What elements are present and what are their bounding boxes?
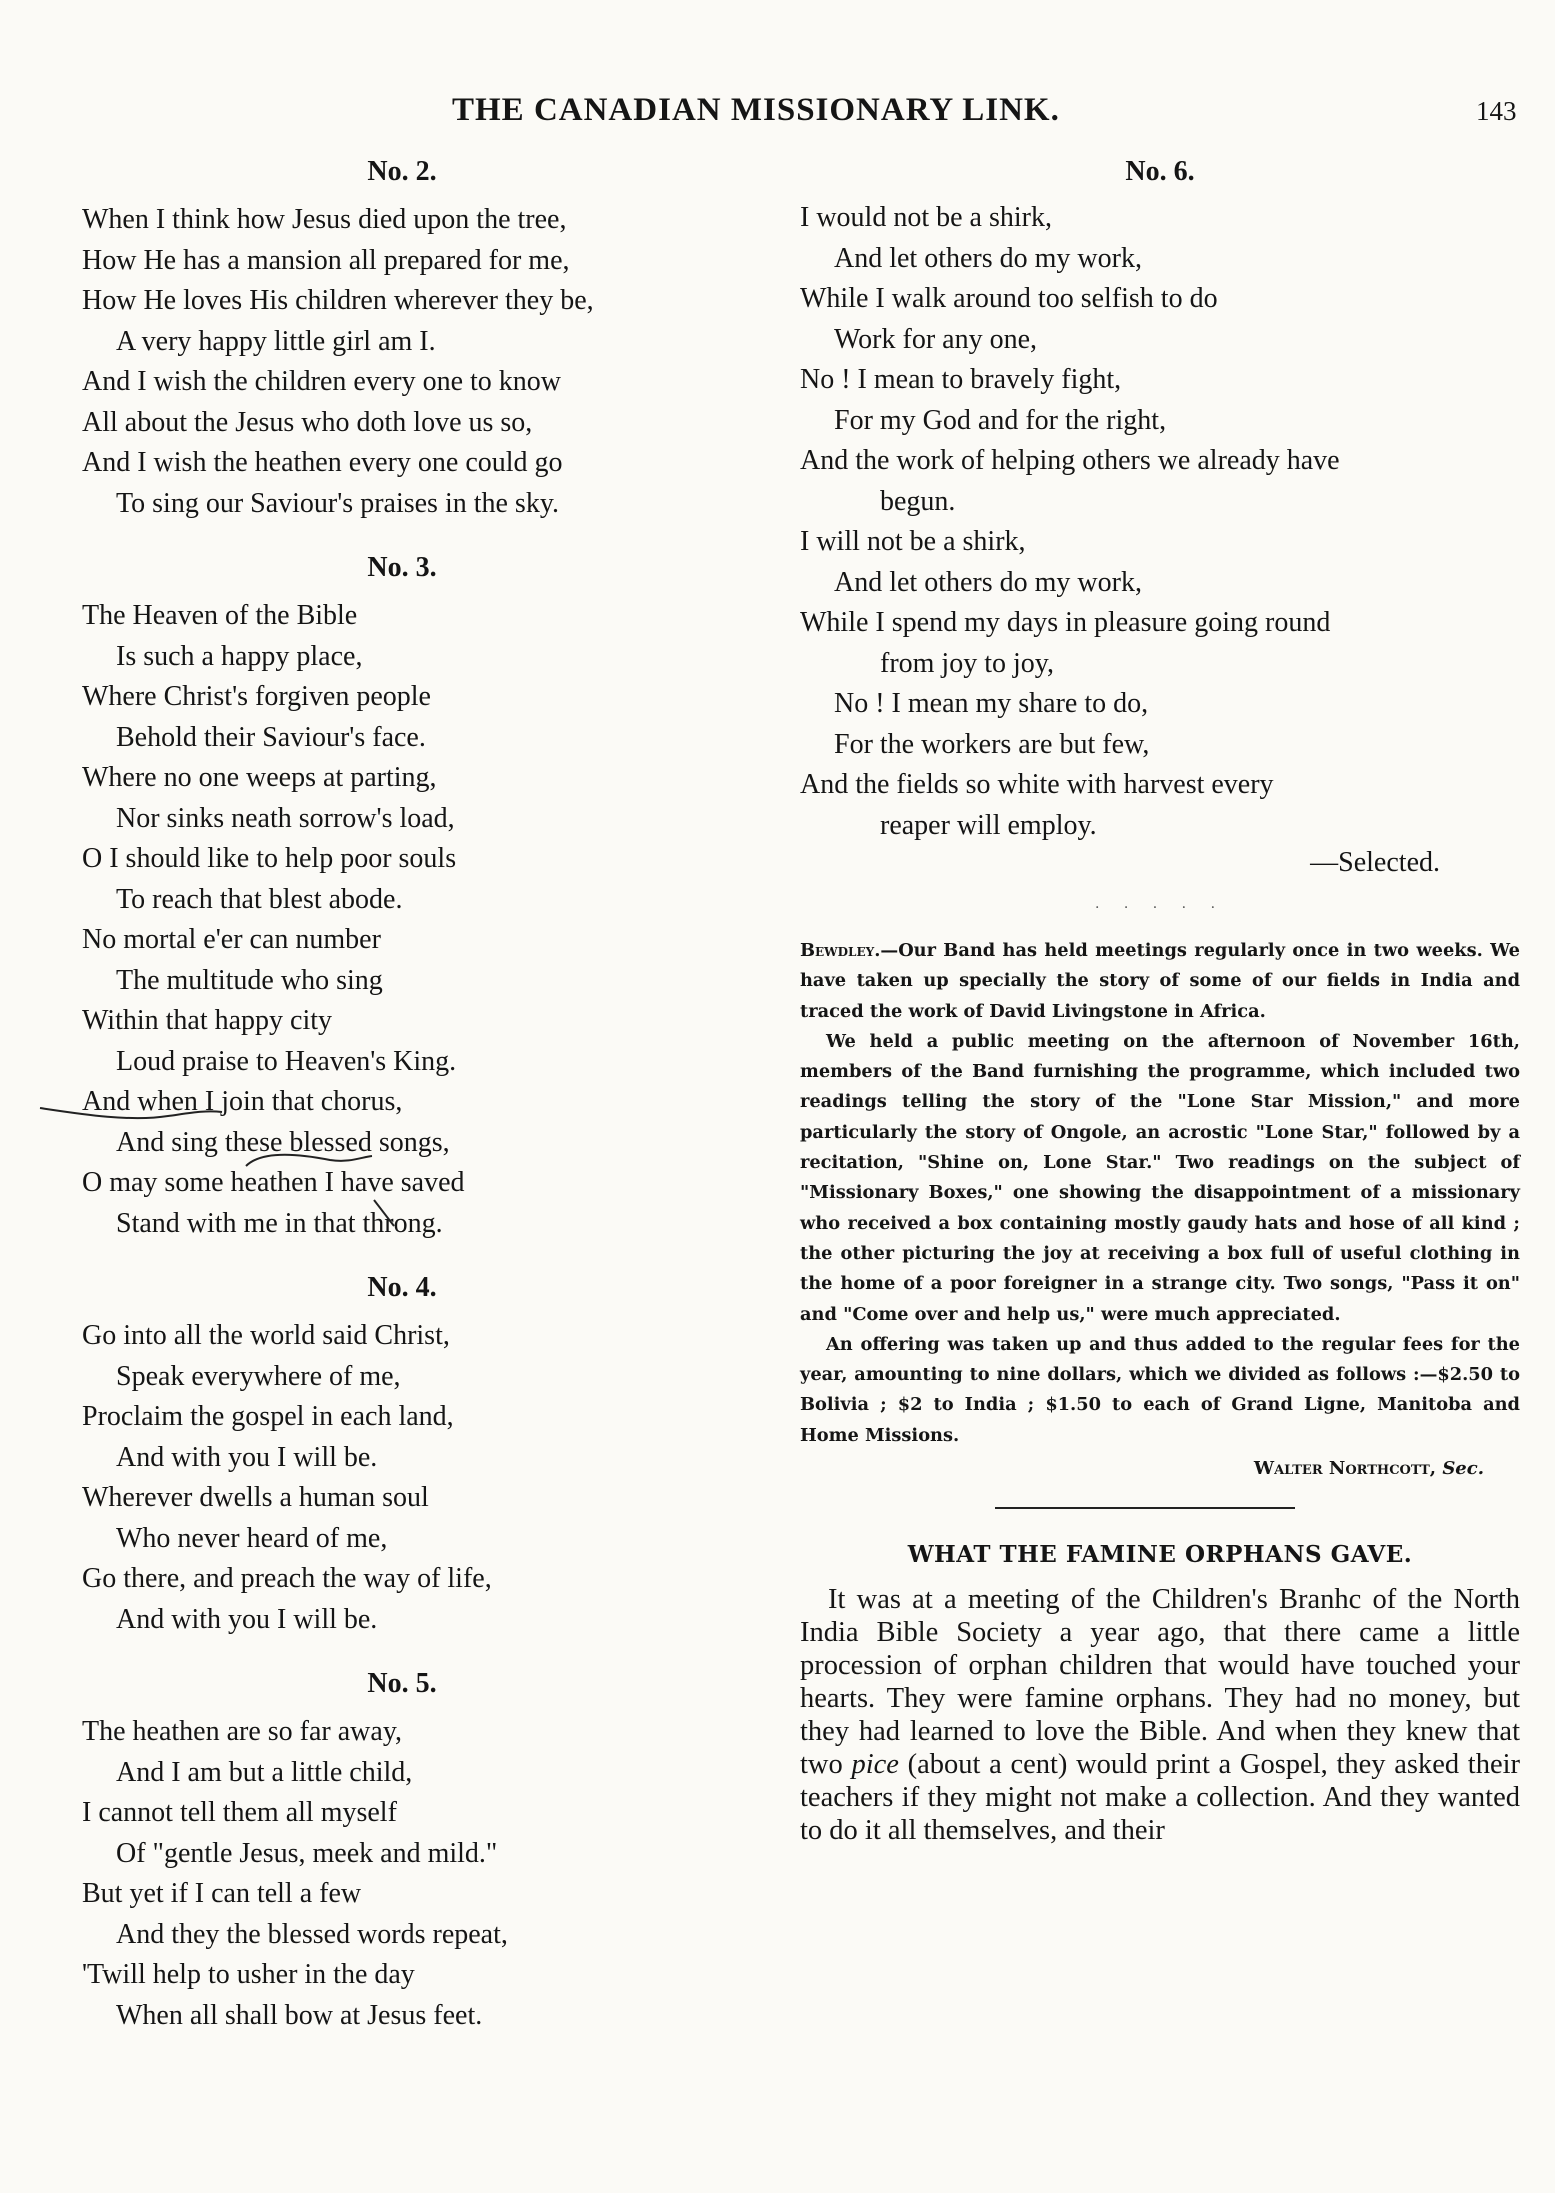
dot-separator: · · · · · xyxy=(1094,900,1226,916)
poem-lines xyxy=(82,1316,722,1640)
poem-line: And the fields so white with harvest every xyxy=(800,769,1274,800)
section-rule xyxy=(800,1487,1520,1527)
poem-line: When all shall bow at Jesus feet. xyxy=(116,1999,483,2031)
poem-line: How He has a mansion all prepared for me, xyxy=(82,244,570,276)
left-column xyxy=(82,152,722,2036)
article-text: It was at a meeting of the Children's Branhc of the North India Bible Society a year ago, that there came a little procession of orphan children that would have touched your hearts. They were famine orphans. They had no money, but they had learned to love the Bible. And when they knew that two xyxy=(800,1584,1520,1781)
poem-line: O may some heathen I have saved xyxy=(82,1167,465,1198)
poem-line: Work for any one, xyxy=(834,323,1038,355)
poem-line: No ! I mean to bravely fight, xyxy=(800,364,1122,395)
poem-line: All about the Jesus who doth love us so, xyxy=(82,406,533,438)
poem-line: A very happy little girl am I. xyxy=(116,325,436,357)
poem-line: How He loves His children wherever they be, xyxy=(82,285,594,316)
poem-heading: No. 4. xyxy=(367,1272,437,1303)
poem-lines xyxy=(82,200,722,524)
poem-line: O I should like to help poor souls xyxy=(82,843,457,874)
poem-line: begun. xyxy=(880,485,956,517)
poem-line: For my God and for the right, xyxy=(834,404,1167,436)
poem-line: Speak everywhere of me, xyxy=(116,1360,401,1392)
poem-line: And with you I will be. xyxy=(116,1603,378,1635)
poem-line: Loud praise to Heaven's King. xyxy=(116,1045,457,1077)
poem-line: And when I join that chorus, xyxy=(82,1086,403,1117)
poem-line: Of "gentle Jesus, meek and mild." xyxy=(116,1837,498,1869)
right-column xyxy=(800,152,1520,1847)
poem-line: And sing these blessed songs, xyxy=(116,1126,450,1158)
poem-line: Go there, and preach the way of life, xyxy=(82,1563,492,1594)
poem-line: For the workers are but few, xyxy=(834,728,1150,760)
poem-line: But yet if I can tell a few xyxy=(82,1878,362,1909)
report-text: —Our Band has held meetings regularly once in two weeks. We have taken up specially the story of some of our fields in India and traced the work of David Livingstone in Africa. xyxy=(800,940,1520,1022)
journal-title: THE CANADIAN MISSIONARY LINK. xyxy=(452,92,1060,128)
poem-line: And with you I will be. xyxy=(116,1441,378,1473)
poem-line: The multitude who sing xyxy=(116,964,383,996)
poem-heading: No. 2. xyxy=(367,156,437,187)
poem-attribution: —Selected. xyxy=(1310,847,1440,878)
poem-line: Within that happy city xyxy=(82,1005,333,1036)
article-title: WHAT THE FAMINE ORPHANS GAVE. xyxy=(907,1541,1413,1569)
poem-line: reaper will employ. xyxy=(880,809,1097,841)
poem-line: While I walk around too selfish to do xyxy=(800,283,1218,314)
report-paragraph: An offering was taken up and thus added to the regular fees for the year, amounting to nine dollars, which we divided as follows :—$2.50 to Bolivia ; $2 to India ; $1.50 to each of Grand Ligne, Manitoba and Home Missions. xyxy=(800,1333,1520,1446)
signature-role: Sec. xyxy=(1442,1458,1484,1480)
poem-lines xyxy=(800,198,1520,846)
poem-line: And the work of helping others we already have xyxy=(800,445,1340,476)
poem-line: Nor sinks neath sorrow's load, xyxy=(116,802,455,834)
poem-line: I cannot tell them all myself xyxy=(82,1797,397,1828)
poem-section xyxy=(82,548,722,1244)
poem-line: To sing our Saviour's praises in the sky. xyxy=(116,487,560,519)
page-header xyxy=(0,92,1555,142)
article-body xyxy=(800,1583,1520,1847)
poem-lines xyxy=(82,596,722,1244)
section-divider xyxy=(800,880,1520,936)
poem-section xyxy=(82,152,722,524)
poem-line: The heathen are so far away, xyxy=(82,1716,403,1747)
poem-line: Who never heard of me, xyxy=(116,1522,388,1554)
poem-line: And they the blessed words repeat, xyxy=(116,1918,508,1950)
report-paragraph: We held a public meeting on the afternoon of November 16th, members of the Band furnishing the programme, which included two readings telling the story of the "Lone Star Mission," and more particularly the story of Ongole, an acrostic "Lone Star," followed by a recitation, "Shine on, Lone Star." Two readings on the subject of "Missionary Boxes," one showing the disappointment of a missionary who received a box containing mostly gaudy hats and hose of all kind ; the other picturing the joy at receiving a box full of useful clothing in the home of a poor foreigner in a strange city. Two songs, "Pass it on" and "Come over and help us," were much appreciated. xyxy=(800,1030,1520,1325)
poem-line: To reach that blest abode. xyxy=(116,883,403,915)
poem-line: I will not be a shirk, xyxy=(800,526,1026,557)
band-report xyxy=(800,936,1520,1487)
article-text: (about a cent) would print a Gospel, they asked their teachers if they might not make a collection. And they wanted to do it all themselves, and their xyxy=(800,1749,1521,1847)
article-italic-word: pice xyxy=(851,1749,899,1781)
poem-line: 'Twill help to usher in the day xyxy=(82,1959,415,1990)
poem-line: from joy to joy, xyxy=(880,647,1054,679)
poem-line: And let others do my work, xyxy=(834,566,1142,598)
report-paragraph xyxy=(800,936,1520,1027)
poem-heading: No. 5. xyxy=(367,1668,437,1699)
poem-line: And I wish the children every one to know xyxy=(82,366,561,397)
signature-name: Walter Northcott, xyxy=(1253,1458,1437,1480)
poem-line: Stand with me in that throng. xyxy=(116,1207,443,1239)
report-signature xyxy=(800,1451,1520,1487)
poem-list xyxy=(82,152,722,2036)
report-place: Bewdley. xyxy=(800,940,881,961)
poem-line: Proclaim the gospel in each land, xyxy=(82,1401,454,1432)
poem-line: Where no one weeps at parting, xyxy=(82,762,437,793)
poem-line: When I think how Jesus died upon the tree, xyxy=(82,204,567,235)
poem-heading: No. 3. xyxy=(367,552,437,583)
poem-section xyxy=(82,1268,722,1640)
poem-line: The Heaven of the Bible xyxy=(82,600,358,631)
page-number: 143 xyxy=(1476,96,1517,126)
poem-line: Is such a happy place, xyxy=(116,640,363,672)
poem-line: I would not be a shirk, xyxy=(800,202,1052,233)
poem-lines xyxy=(82,1712,722,2036)
poem-line: And I wish the heathen every one could go xyxy=(82,447,563,478)
poem-line: No mortal e'er can number xyxy=(82,924,381,955)
poem-line: Wherever dwells a human soul xyxy=(82,1482,429,1513)
poem-line: Where Christ's forgiven people xyxy=(82,681,431,712)
poem-line: No ! I mean my share to do, xyxy=(834,688,1149,719)
poem-line: Behold their Saviour's face. xyxy=(116,721,426,753)
poem-line: And let others do my work, xyxy=(834,242,1142,274)
poem-line: And I am but a little child, xyxy=(116,1756,413,1788)
horizontal-rule xyxy=(995,1507,1295,1509)
poem-line: Go into all the world said Christ, xyxy=(82,1320,450,1351)
poem-section xyxy=(82,1664,722,2036)
poem-line: While I spend my days in pleasure going round xyxy=(800,607,1331,638)
poem-heading: No. 6. xyxy=(1125,156,1195,187)
